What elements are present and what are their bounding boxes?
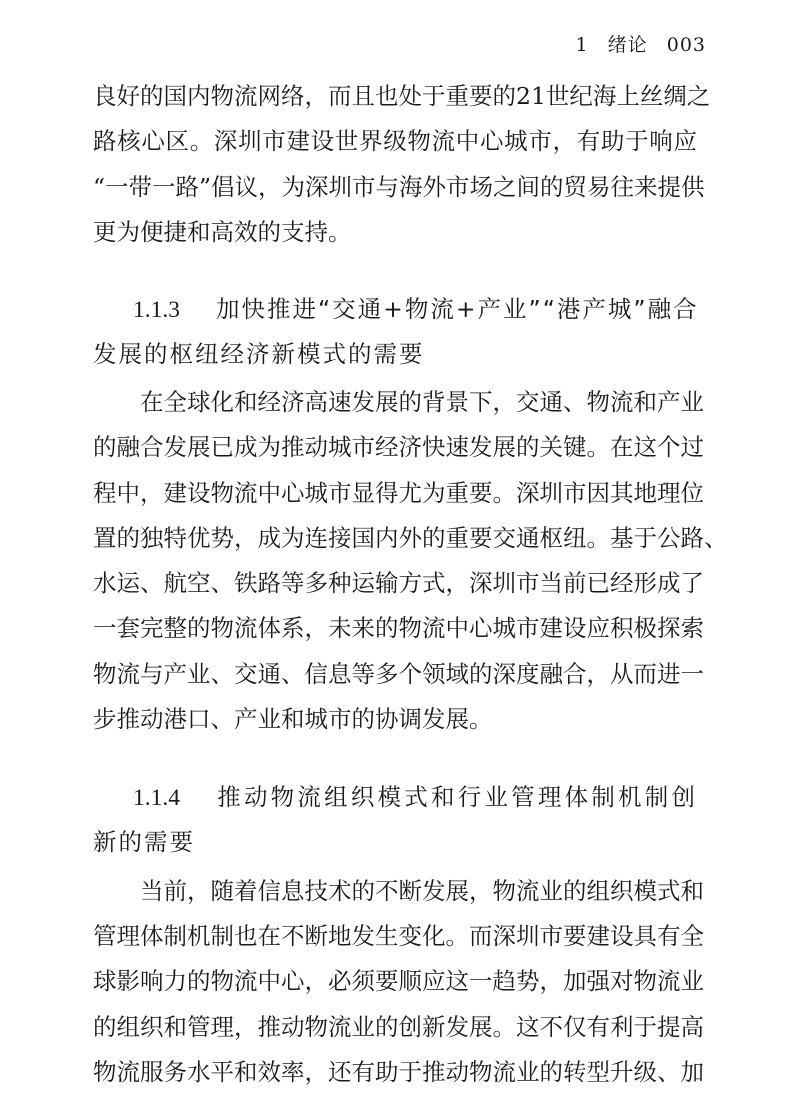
section-title-line: 新的需要 (93, 827, 195, 856)
section-heading-1-1-4 (133, 783, 697, 812)
paragraph-line: 在全球化和经济高速发展的背景下，交通、物流和产业 (140, 387, 704, 416)
section-number: 1.1.3 (133, 296, 180, 323)
chapter-title: 绪论 (607, 34, 648, 56)
paragraph-line: 物流与产业、交通、信息等多个领域的深度融合，从而进一 (93, 659, 704, 688)
section-title-line: 加快推进“交通+物流+产业”“港产城”融合 (216, 294, 699, 323)
paragraph-line: 程中，建设物流中心城市显得尤为重要。深圳市因其地理位 (93, 478, 704, 507)
section-title-line: 推动物流组织模式和行业管理体制机制创 (216, 782, 697, 811)
paragraph-line: 水运、航空、铁路等多种运输方式，深圳市当前已经形成了 (93, 569, 704, 598)
paragraph-line: 良好的国内物流网络，而且也处于重要的21世纪海上丝绸之 (93, 82, 711, 110)
paragraph-line: 物流服务水平和效率，还有助于推动物流业的转型升级、加 (93, 1058, 704, 1086)
chapter-number: 1 (575, 34, 589, 56)
paragraph-line: 的组织和管理，推动物流业的创新发展。这不仅有利于提高 (93, 1012, 704, 1041)
paragraph-line: 路核心区。深圳市建设世界级物流中心城市，有助于响应 (93, 127, 697, 156)
section-title-line: 发展的枢纽经济新模式的需要 (93, 339, 425, 368)
paragraph-line: 一套完整的物流体系，未来的物流中心城市建设应积极探索 (93, 614, 704, 643)
section-number: 1.1.4 (133, 784, 180, 811)
paragraph-line: 球影响力的物流中心，必须要顺应这一趋势，加强对物流业 (93, 967, 704, 996)
paragraph-line: 的融合发展已成为推动城市经济快速发展的关键。在这个过 (93, 433, 704, 462)
paragraph-line: 管理体制机制也在不断地发生变化。而深圳市要建设具有全 (93, 922, 704, 951)
page-number: 003 (666, 34, 706, 56)
running-header (576, 30, 706, 57)
paragraph-line: 当前，随着信息技术的不断发展，物流业的组织模式和 (140, 876, 704, 905)
paragraph-line: 置的独特优势，成为连接国内外的重要交通枢纽。基于公路、 (93, 523, 728, 552)
paragraph-line: 步推动港口、产业和城市的协调发展。 (93, 704, 493, 733)
section-heading-1-1-3 (133, 295, 697, 324)
paragraph-line: 更为便捷和高效的支持。 (93, 217, 352, 246)
paragraph-line: “一带一路”倡议，为深圳市与海外市场之间的贸易往来提供 (93, 172, 705, 201)
